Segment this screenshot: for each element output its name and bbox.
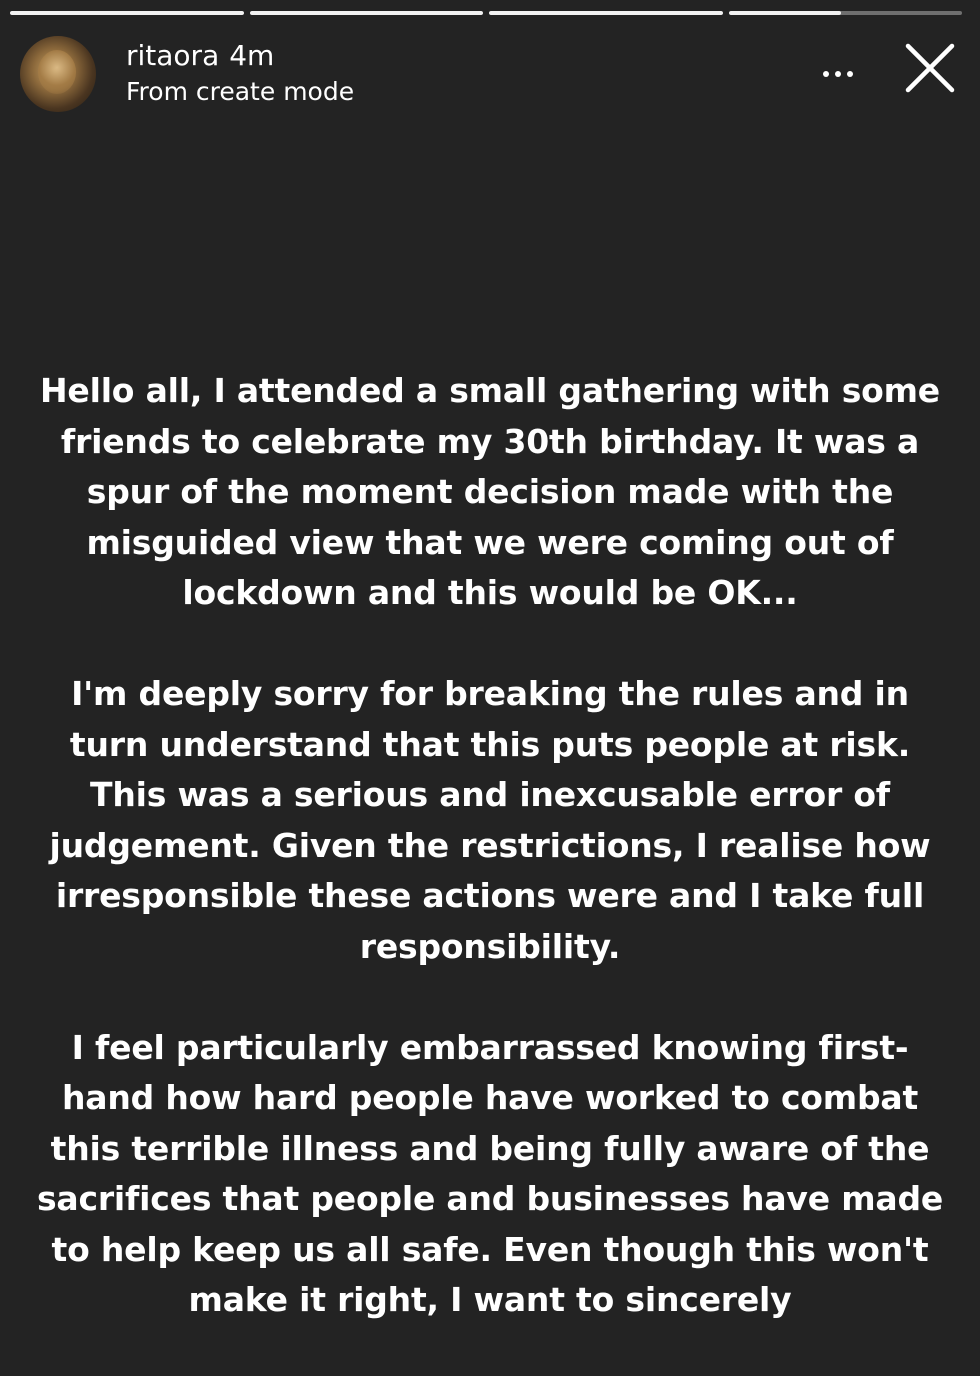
progress-fill [729, 11, 841, 15]
progress-segment-2 [250, 11, 484, 15]
story-paragraph-1: Hello all, I attended a small gathering with some friends to celebrate my 30th birthday. It was a spur of the moment decision made with the misguided view that we were coming out of lockdown and this would be OK... [39, 371, 940, 612]
progress-segment-3 [489, 11, 723, 15]
story-paragraph-2: I'm deeply sorry for breaking the rules and in turn understand that this puts people at risk. This was a serious and inexcusable error of judgement. Given the restrictions, I realise how irresponsible these actions were and I take full responsibility. [49, 674, 931, 966]
story-header [20, 34, 960, 114]
close-icon-svg [900, 38, 960, 98]
username[interactable]: ritaora [126, 39, 220, 72]
dot [823, 71, 829, 77]
dot [835, 71, 841, 77]
progress-fill [250, 11, 484, 15]
close-icon[interactable] [900, 38, 960, 98]
user-line [126, 38, 274, 74]
avatar[interactable] [20, 36, 96, 112]
progress-segment-4 [729, 11, 963, 15]
story-subtitle: From create mode [126, 77, 355, 106]
post-time: 4m [229, 39, 275, 72]
progress-fill [10, 11, 244, 15]
dot [847, 71, 853, 77]
story-progress-bar [10, 11, 962, 15]
more-horizontal-icon[interactable] [818, 54, 858, 94]
story-paragraph-3: I feel particularly embarrassed knowing first-hand how hard people have worked to combat this terrible illness and being fully aware of the sacrifices that people and businesses have made to help keep us all safe. Even though this won't make it right, I want to sincerely [36, 1027, 944, 1319]
story-text [30, 366, 950, 1376]
progress-segment-1 [10, 11, 244, 15]
progress-fill [489, 11, 723, 15]
